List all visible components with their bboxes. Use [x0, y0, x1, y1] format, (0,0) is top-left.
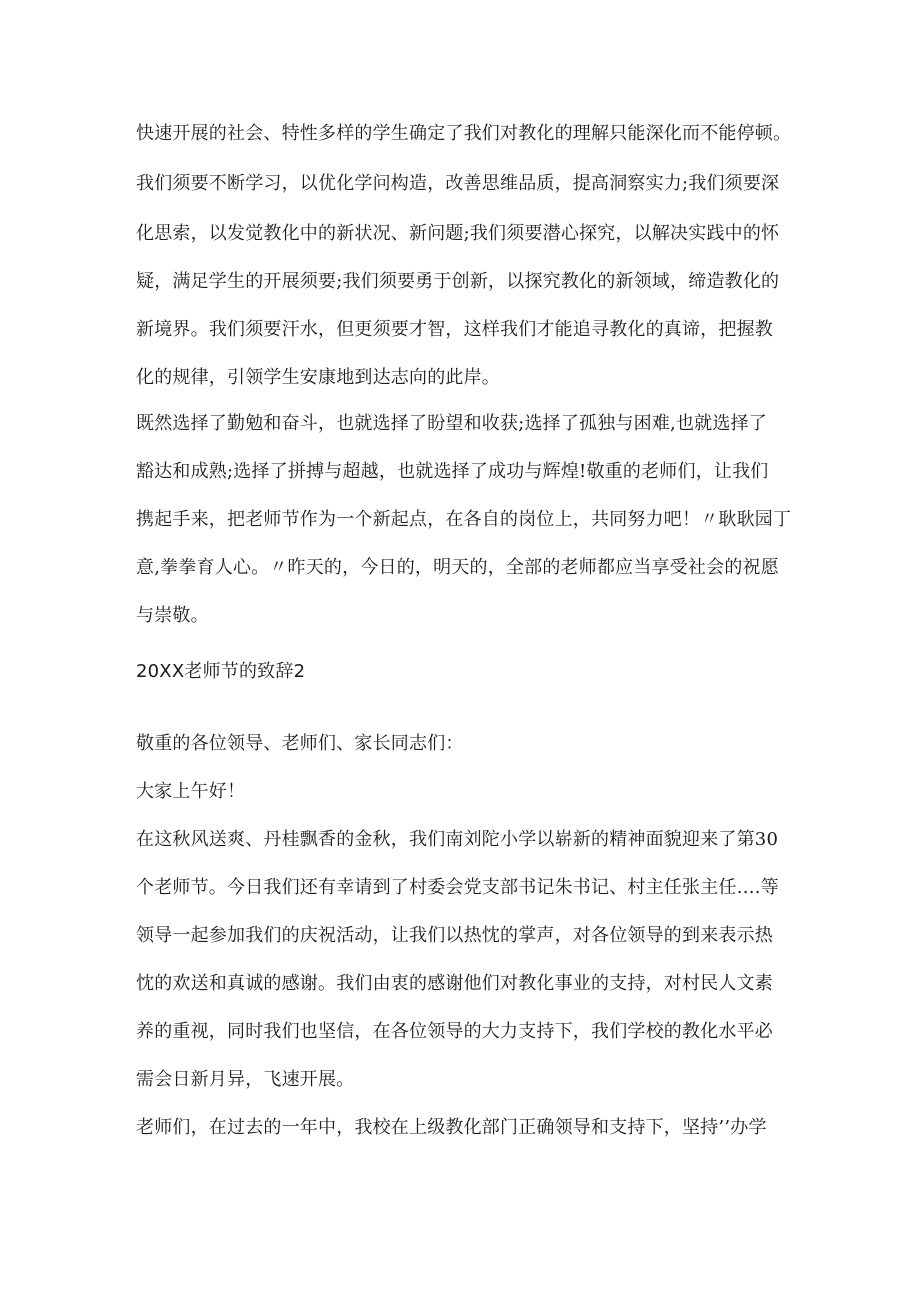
paragraph-4-line-5: 养的重视，同时我们也坚信，在各位领导的大力支持下，我们学校的教化水平必 [136, 1021, 773, 1042]
paragraph-3-line-4: 意,拳拳育人心。〃昨天的，今日的，明天的，全部的老师都应当享受社会的祝愿 [136, 557, 779, 578]
paragraph-4-line-1: 在这秋风送爽、丹桂飘香的金秋，我们南刘陀小学以崭新的精神面貌迎来了第30 [136, 829, 779, 850]
paragraph-4-line-2: 个老师节。今日我们还有幸请到了村委会党支部书记朱书记、村主任张主任….等 [136, 877, 779, 898]
paragraph-2-line-2: 化思索，以发觉教化中的新状况、新问题;我们须要潜心探究，以解决实践中的怀 [136, 223, 780, 244]
paragraph-4-line-6: 需会日新月异，飞速开展。 [136, 1069, 355, 1090]
paragraph-2-line-1: 我们须要不断学习，以优化学问构造，改善思维品质，提高洞察实力;我们须要深 [136, 173, 780, 194]
paragraph-3-line-1: 既然选择了勤勉和奋斗，也就选择了盼望和收获;选择了孤独与困难,也就选择了 [136, 413, 767, 434]
paragraph-1-line-1: 快速开展的社会、特性多样的学生确定了我们对教化的理解只能深化而不能停顿。 [136, 123, 792, 144]
section-heading: 20XX老师节的致辞2 [136, 661, 306, 682]
paragraph-3-line-5: 与崇敬。 [136, 605, 209, 626]
paragraph-2-line-4: 新境界。我们须要汗水，但更须要才智，这样我们才能追寻教化的真谛，把握教 [136, 319, 773, 340]
paragraph-2-line-5: 化的规律，引领学生安康地到达志向的此岸。 [136, 367, 500, 388]
salutation: 敬重的各位领导、老师们、家长同志们： [136, 733, 464, 754]
paragraph-3-line-3: 携起手来，把老师节作为一个新起点，在各自的岗位上，共同努力吧！〃耿耿园丁 [136, 509, 792, 530]
paragraph-2-line-3: 疑，满足学生的开展须要;我们须要勇于创新，以探究教化的新领域，缔造教化的 [136, 271, 780, 292]
paragraph-5-line-1: 老师们，在过去的一年中，我校在上级教化部门正确领导和支持下，坚持’’办学 [136, 1117, 767, 1138]
paragraph-4-line-4: 忱的欢送和真诚的感谢。我们由衷的感谢他们对教化事业的支持，对村民人文素 [136, 973, 773, 994]
paragraph-4-line-3: 领导一起参加我们的庆祝活动，让我们以热忱的掌声，对各位领导的到来表示热 [136, 925, 773, 946]
paragraph-3-line-2: 豁达和成熟;选择了拼搏与超越，也就选择了成功与辉煌!敬重的老师们，让我们 [136, 461, 769, 482]
greeting: 大家上午好！ [136, 781, 246, 802]
